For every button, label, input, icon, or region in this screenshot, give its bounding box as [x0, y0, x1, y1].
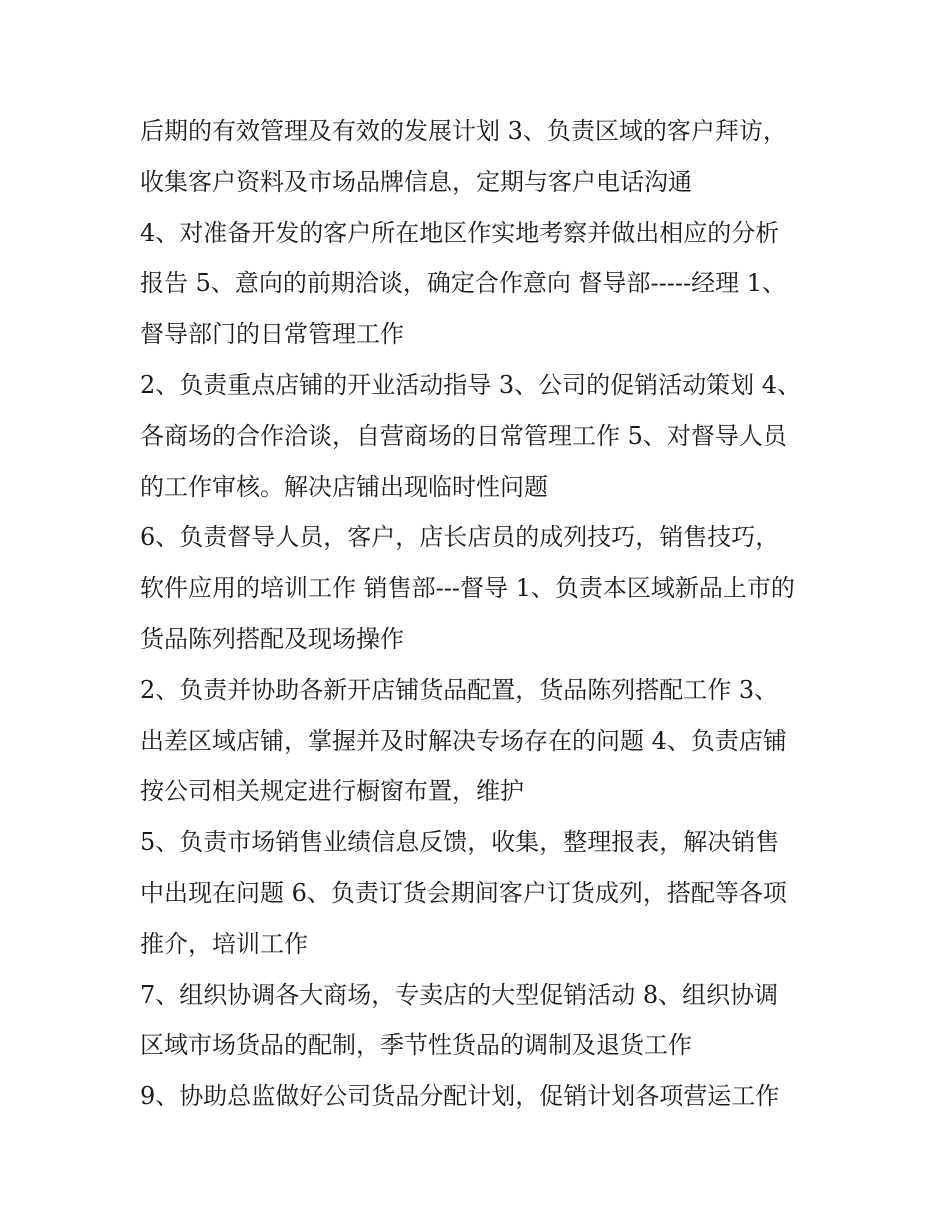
text-line: 6、负责督导人员，客户，店长店员的成列技巧，销售技巧，: [140, 523, 780, 552]
text-line: 2、负责并协助各新开店铺货品配置，货品陈列搭配工作 3、: [140, 675, 779, 704]
body-text: [140, 106, 820, 1122]
text-line: 收集客户资料及市场品牌信息，定期与客户电话沟通: [140, 167, 692, 196]
text-line: 各商场的合作洽谈，自营商场的日常管理工作 5、对督导人员: [140, 421, 787, 450]
text-line: 的工作审核。解决店铺出现临时性问题: [140, 472, 548, 501]
text-line: 按公司相关规定进行橱窗布置，维护: [140, 777, 524, 806]
text-line: 区域市场货品的配制，季节性货品的调制及退货工作: [140, 1031, 692, 1060]
text-line: 9、协助总监做好公司货品分配计划，促销计划各项营运工作: [140, 1082, 780, 1111]
text-line: 督导部门的日常管理工作: [140, 320, 404, 349]
text-line: 推介，培训工作: [140, 929, 308, 958]
text-line: 货品陈列搭配及现场操作: [140, 624, 404, 653]
text-line: 4、对准备开发的客户所在地区作实地考察并做出相应的分析: [140, 218, 780, 247]
text-line: 后期的有效管理及有效的发展计划 3、负责区域的客户拜访，: [140, 117, 787, 145]
text-line: 出差区域店铺，掌握并及时解决专场存在的问题 4、负责店铺: [140, 726, 787, 755]
text-line: 2、负责重点店铺的开业活动指导 3、公司的促销活动策划 4、: [140, 370, 802, 399]
text-line: 7、组织协调各大商场，专卖店的大型促销活动 8、组织协调: [140, 980, 779, 1009]
text-line: 中出现在问题 6、负责订货会期间客户订货成列，搭配等各项: [140, 878, 787, 907]
text-line: 软件应用的培训工作 销售部---督导 1、负责本区域新品上市的: [140, 574, 795, 603]
text-line: 报告 5、意向的前期洽谈，确定合作意向 督导部-----经理 1、: [140, 269, 786, 298]
text-line: 5、负责市场销售业绩信息反馈，收集，整理报表，解决销售: [140, 828, 780, 857]
